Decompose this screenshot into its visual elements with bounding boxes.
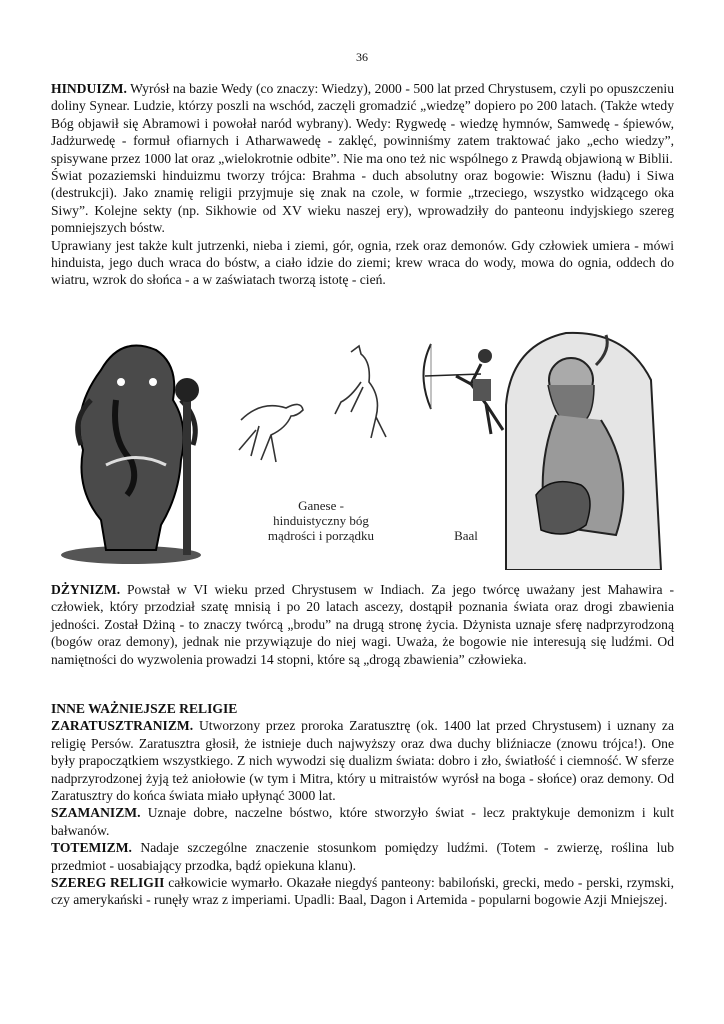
zoroastrianism-paragraph: ZARATUSZTRANIZM. Utworzony przez proroka Zaratusztrę (ok. 1400 lat przed Chrystusem) i uznany za religię Persów. Zaratusztra głosił, że istnieje duch najwyższy oraz dwa duchy bliźniacze (znowu trójca!). One były prapoczątkiem wszystkiego. Z nich wywodzi się dualizm świata: dobro i zło, światłość i ciemność. W sferze nadprzyrodzonej żyją też aniołowie (w tym i Mitra, który u mitraistów wyrósł na boga - słońce) oraz demony. Od Zaratusztry do końca świata miało upłynąć 3000 lat. [51,718,674,804]
baal-illustration [486,325,666,570]
extinct-religions-paragraph: SZEREG RELIGII całkowicie wymarło. Okazałe niegdyś panteony: babiloński, grecki, medo - perski, rzymski, czy amerykański - runęły wraz z imperiami. Upadli: Baal, Dagon i Artemida - popularni bogowie Azji Mniejszej. [51,875,674,908]
leaping-animal-icon [331,342,401,442]
zoroastrianism-heading: ZARATUSZTRANIZM. [51,718,194,734]
hinduism-section [51,80,674,289]
jainism-section [51,581,674,668]
baal-caption: Baal [454,528,478,543]
shamanism-heading: SZAMANIZM. [51,805,141,821]
jainism-heading: DŻYNIZM. [51,582,121,597]
ganesha-caption: Ganese - hinduistyczny bóg mądrości i porządku [267,498,375,543]
extinct-religions-heading: SZEREG RELIGII [51,875,165,891]
hinduism-heading: HINDUIZM. [51,81,127,96]
ganesha-illustration [61,330,211,565]
jainism-paragraph: DŻYNIZM. Powstał w VI wieku przed Chrystusem w Indiach. Za jego twórcę uważany jest Mahawira - człowiek, który przodział szatę mnisią i po 20 latach ascezy, dostąpił poznania świata oraz drogi zbawienia jedności. Został Dżiną - to znaczy twórcą „brodu” na drugą stronę życia. Dżynista uznaje sferę nadprzyrodzoną (bogów oraz demony), jednak nie przywiązuje do niej wagi. Uważa, że bogowie nie interesują się ludźmi. Od namiętności do wyzwolenia prowadzi 14 stopni, które są „drogą zbawienia” człowieka. [51,582,674,667]
other-religions-section [51,700,674,909]
hinduism-paragraph-3: Uprawiany jest także kult jutrzenki, nieba i ziemi, gór, ognia, rzek oraz demonów. Gdy człowiek umiera - mówi hinduista, jego duch wraca do bóstw, a ciało idzie do ziemi; krew wraca do wody, mowa do ognia, oddech do wiatru, wzrok do słońca - a w zaświatach tworzą istotę - cień. [51,237,674,288]
shamanism-paragraph: SZAMANIZM. Uznaje dobre, naczelne bóstwo, które stworzyło świat - lecz praktykuje demonizm i kult bałwanów. [51,805,674,838]
hinduism-paragraph-2: Świat pozaziemski hinduizmu tworzy trójca: Brahma - duch absolutny oraz bogowie: Wisznu (ładu) i Siwa (destrukcji). Jako znamię religii przyjmuje się znak na czole, w formie „trzeciego, wszystko widzącego oka Siwy”. Kolejne sekty (np. Sikhowie od XV wieku naszej ery), wprowadziły do panteonu indyjskiego szereg pomniejszych bóstw. [51,168,674,236]
hinduism-paragraph-1: HINDUIZM. Wyrósł na bazie Wedy (co znaczy: Wiedzy), 2000 - 500 lat przed Chrystusem, czyli po opuszczeniu doliny Synear. Ludzie, którzy poszli na wschód, zaczęli gromadzić „wiedzę” dopiero po 200 latach. (Także wtedy Bóg objawił się Abramowi i powołał naród wybrany). Wedy: Rygwedę - wiedzę hymnów, Samwedę - śpiewów, Jadżurwedę - formuł ofiarnych i Atharwawedę - zaklęć, powinniśmy zatem traktować jako „echo wiedzy”, spisywane przez 1000 lat oraz „wielokrotnie odbite”. Nie ma ono też nic wspólnego z Prawdą objawioną w Biblii. [51,81,674,166]
section-title: INNE WAŻNIEJSZE RELIGIE [51,701,238,716]
totemism-paragraph: TOTEMIZM. Nadaje szczególne znaczenie stosunkom pomiędzy ludźmi. (Totem - zwierzę, roślina lub przedmiot - uosabiający przodka, bądź opiekuna klanu). [51,840,674,873]
page-number: 36 [356,50,368,64]
animal-sketch-icon [231,390,311,470]
totemism-heading: TOTEMIZM. [51,840,132,856]
illustrations [51,320,674,575]
